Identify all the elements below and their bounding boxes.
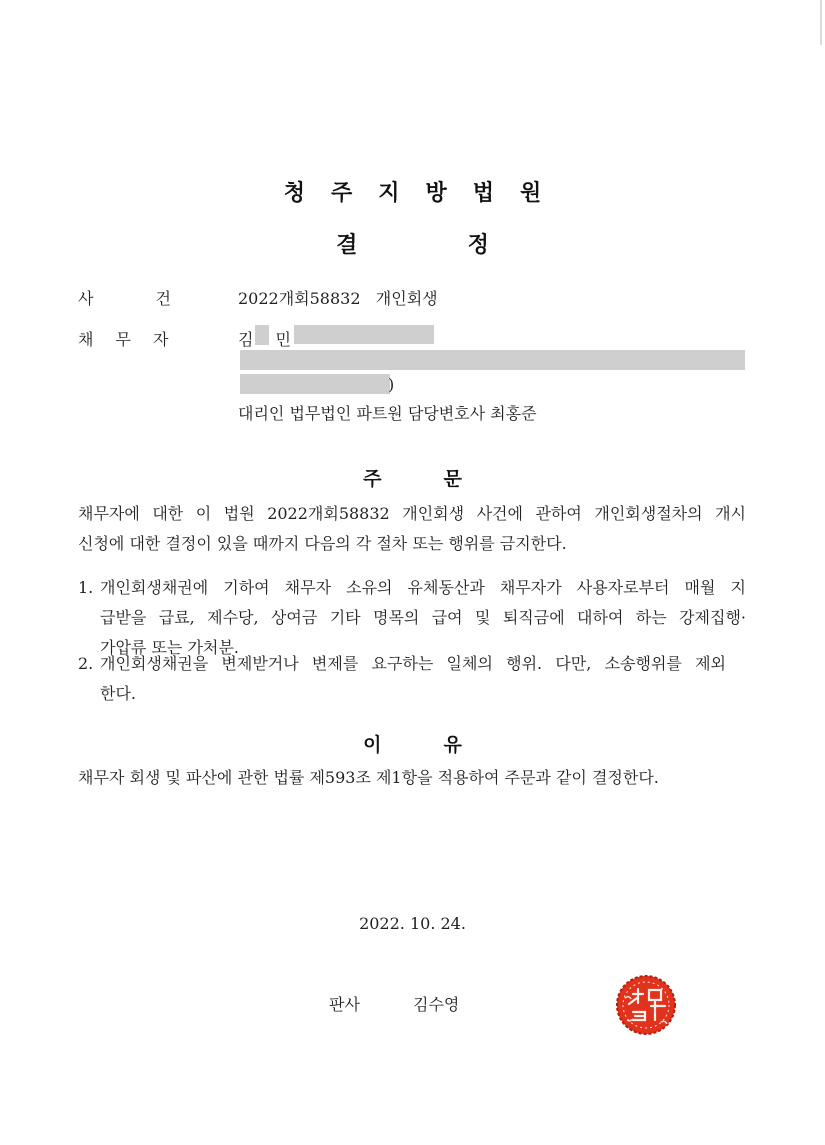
address-close-paren: ) — [388, 375, 395, 394]
order-item-line: 한다. — [100, 684, 136, 703]
case-number: 2022개회58832 개인회생 — [238, 289, 438, 308]
representative: 대리인 법무법인 파트원 담당변호사 최홍준 — [238, 404, 537, 423]
debtor-label-char: 무 — [115, 330, 131, 349]
court-name: 청주지방법원 — [283, 181, 568, 206]
judge-name: 김수영 — [413, 995, 460, 1014]
reason-heading-char: 이 — [363, 734, 382, 756]
redaction-block — [294, 325, 434, 344]
document-title-char: 정 — [467, 233, 489, 258]
main-order-heading — [0, 464, 825, 491]
redaction-block — [240, 350, 745, 370]
order-item — [78, 649, 726, 709]
order-item-number: 2. — [78, 654, 94, 673]
document-title-char: 결 — [336, 233, 358, 258]
debtor-label — [78, 327, 168, 350]
court-seal-icon — [615, 974, 677, 1036]
order-item-line: 개인회생채권에 기하여 채무자 소유의 유체동산과 채무자가 사용자로부터 매월 지 — [100, 578, 746, 597]
main-order-intro-line: 채무자에 대한 이 법원 2022개회58832 개인회생 사건에 관하여 개인회생절차의 개시 — [78, 504, 746, 523]
reason-text: 채무자 회생 및 파산에 관한 법률 제593조 제1항을 적용하여 주문과 같이 결정한다. — [78, 768, 659, 787]
debtor-label-char: 자 — [152, 330, 169, 349]
debtor-label-char: 채 — [78, 330, 94, 349]
document-title — [0, 228, 825, 259]
reason-heading-char: 유 — [443, 734, 462, 756]
decision-date: 2022. 10. 24. — [359, 914, 466, 933]
main-order-intro — [78, 499, 746, 559]
redaction-block — [240, 374, 390, 394]
reason-heading — [0, 730, 825, 757]
main-order-intro-line: 신청에 대한 결정이 있을 때까지 다음의 각 절차 또는 행위를 금지한다. — [78, 534, 567, 553]
scrollbar[interactable] — [820, 0, 822, 45]
case-label-char: 건 — [155, 289, 171, 308]
redaction-block — [255, 325, 269, 345]
order-item-line: 가압류 또는 가처분. — [100, 638, 239, 657]
case-label — [78, 286, 171, 309]
judge-title: 판사 — [329, 995, 360, 1014]
order-item-line: 개인회생채권을 변제받거나 변제를 요구하는 일체의 행위. 다만, 소송행위를 제외 — [100, 654, 726, 673]
order-item-number: 1. — [78, 578, 94, 597]
main-order-heading-char: 문 — [443, 468, 462, 490]
main-order-heading-char: 주 — [363, 468, 382, 490]
debtor-name-first: 김 — [238, 330, 254, 349]
case-label-char: 사 — [78, 289, 94, 308]
debtor-name-last: 민 — [275, 330, 291, 349]
order-item-line: 급받을 급료, 제수당, 상여금 기타 명목의 급여 및 퇴직금에 대하여 하는 강제집행· — [100, 608, 746, 627]
